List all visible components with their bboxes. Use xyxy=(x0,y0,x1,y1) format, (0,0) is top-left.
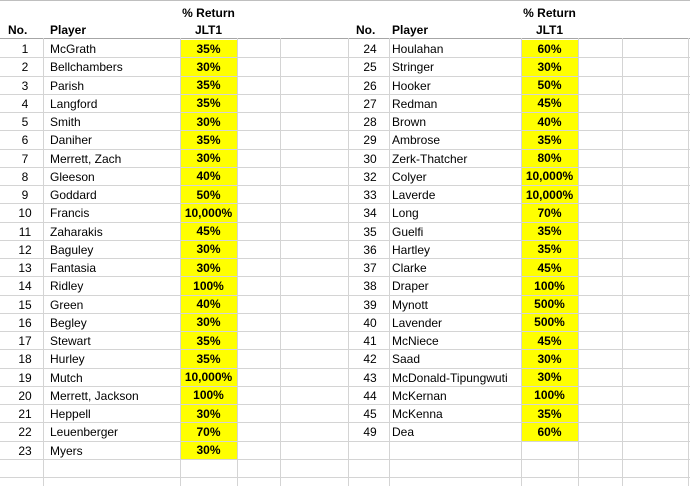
return-value-cell[interactable]: 35% xyxy=(521,240,578,259)
no-header-right[interactable]: No. xyxy=(356,23,376,37)
player-header-right[interactable]: Player xyxy=(392,23,429,37)
column-gridline xyxy=(389,38,390,486)
player-name-cell[interactable]: Stringer xyxy=(392,60,435,75)
return-value-cell[interactable]: 30% xyxy=(180,149,237,168)
return-value-cell[interactable]: 30% xyxy=(180,240,237,259)
player-name-cell[interactable]: Baguley xyxy=(50,242,94,257)
player-number-cell[interactable]: 19 xyxy=(18,370,32,385)
player-number-cell[interactable]: 6 xyxy=(21,133,29,148)
return-value-cell[interactable]: 100% xyxy=(521,386,578,405)
player-number-cell[interactable]: 17 xyxy=(18,334,32,348)
return-value-cell[interactable]: 100% xyxy=(180,386,237,405)
player-number-cell[interactable]: 22 xyxy=(18,425,32,440)
row-gridline xyxy=(0,57,690,58)
player-number-cell[interactable]: 36 xyxy=(363,242,377,257)
player-number-cell[interactable]: 3 xyxy=(21,78,29,93)
player-number-cell[interactable]: 5 xyxy=(21,115,29,129)
row-gridline xyxy=(0,130,690,131)
player-number-cell[interactable]: 32 xyxy=(363,169,377,184)
no-header-left[interactable]: No. xyxy=(8,23,28,37)
player-number-cell[interactable]: 42 xyxy=(363,352,377,367)
return-header-left[interactable]: % Return xyxy=(182,6,235,20)
return-value-cell[interactable]: 30% xyxy=(180,113,237,132)
player-name-cell[interactable]: Lavender xyxy=(392,315,443,330)
player-name-cell[interactable]: Gleeson xyxy=(50,169,95,184)
player-number-cell[interactable]: 49 xyxy=(363,425,377,440)
row-gridline xyxy=(0,331,690,332)
column-gridline xyxy=(578,38,579,486)
player-name-cell[interactable]: Ambrose xyxy=(392,133,441,148)
player-name-cell[interactable]: Houlahan xyxy=(392,42,444,56)
row-gridline xyxy=(0,76,690,77)
return-value-cell[interactable]: 50% xyxy=(521,76,578,95)
row-gridline xyxy=(0,149,690,150)
row-gridline xyxy=(0,295,690,296)
player-number-cell[interactable]: 23 xyxy=(18,443,32,458)
player-number-cell[interactable]: 34 xyxy=(363,206,377,221)
player-name-cell[interactable]: Begley xyxy=(50,315,87,330)
player-number-cell[interactable]: 11 xyxy=(18,224,32,239)
player-name-cell[interactable]: Merrett, Jackson xyxy=(50,388,139,403)
return-value-cell[interactable]: 35% xyxy=(180,131,237,150)
return-value-cell[interactable]: 500% xyxy=(521,295,578,314)
player-number-cell[interactable]: 12 xyxy=(18,242,32,257)
jlt-header-left[interactable]: JLT1 xyxy=(194,23,223,37)
player-name-cell[interactable]: Langford xyxy=(50,96,98,111)
player-number-cell[interactable]: 40 xyxy=(363,315,377,330)
player-name-cell[interactable]: Brown xyxy=(392,115,427,129)
player-number-cell[interactable]: 26 xyxy=(363,78,377,93)
player-number-cell[interactable]: 8 xyxy=(21,169,29,184)
return-value-cell[interactable]: 30% xyxy=(521,368,578,387)
row-gridline xyxy=(0,386,690,387)
player-name-cell[interactable]: Bellchambers xyxy=(50,60,123,75)
player-name-cell[interactable]: McNiece xyxy=(392,334,439,348)
column-gridline xyxy=(280,38,281,486)
player-number-cell[interactable]: 1 xyxy=(21,42,29,56)
return-value-cell[interactable]: 30% xyxy=(521,350,578,369)
player-name-cell[interactable]: Parish xyxy=(50,78,85,93)
return-value-cell[interactable]: 10,000% xyxy=(180,204,237,223)
return-value-cell[interactable]: 35% xyxy=(521,222,578,241)
player-number-cell[interactable]: 2 xyxy=(21,60,29,75)
return-value-cell[interactable]: 45% xyxy=(521,94,578,113)
return-value-cell[interactable]: 10,000% xyxy=(521,186,578,205)
column-gridline xyxy=(180,38,181,486)
player-number-cell[interactable]: 18 xyxy=(18,352,32,367)
jlt-header-right[interactable]: JLT1 xyxy=(535,23,564,37)
row-gridline xyxy=(0,240,690,241)
player-name-cell[interactable]: Saad xyxy=(392,352,421,367)
player-name-cell[interactable]: McKernan xyxy=(392,388,447,403)
player-name-cell[interactable]: Hartley xyxy=(392,242,431,257)
player-number-cell[interactable]: 35 xyxy=(363,224,377,239)
player-name-cell[interactable]: Leuenberger xyxy=(50,425,119,440)
return-value-cell[interactable]: 45% xyxy=(521,259,578,278)
row-gridline xyxy=(0,477,690,478)
column-gridline xyxy=(622,38,623,486)
row-gridline xyxy=(0,94,690,95)
player-header-left[interactable]: Player xyxy=(50,23,87,37)
return-value-cell[interactable]: 30% xyxy=(180,58,237,77)
row-gridline xyxy=(0,222,690,223)
player-name-cell[interactable]: Mynott xyxy=(392,297,429,312)
player-name-cell[interactable]: Green xyxy=(50,297,84,312)
return-value-cell[interactable]: 500% xyxy=(521,313,578,332)
row-gridline xyxy=(0,459,690,460)
return-value-cell[interactable]: 70% xyxy=(521,204,578,223)
return-value-cell[interactable]: 35% xyxy=(180,94,237,113)
row-gridline xyxy=(0,203,690,204)
player-name-cell[interactable]: McGrath xyxy=(50,42,97,56)
player-name-cell[interactable]: Hooker xyxy=(392,78,431,93)
column-gridline xyxy=(237,38,238,486)
player-number-cell[interactable]: 15 xyxy=(18,297,32,312)
return-value-cell[interactable]: 35% xyxy=(521,131,578,150)
return-value-cell[interactable]: 35% xyxy=(180,332,237,351)
player-name-cell[interactable]: Smith xyxy=(50,115,81,129)
player-number-cell[interactable]: 38 xyxy=(363,279,377,294)
player-number-cell[interactable]: 7 xyxy=(21,151,29,166)
return-value-cell[interactable]: 30% xyxy=(180,405,237,424)
row-gridline xyxy=(0,167,690,168)
player-number-cell[interactable]: 33 xyxy=(363,188,377,202)
player-number-cell[interactable]: 27 xyxy=(363,96,377,111)
row-gridline xyxy=(0,422,690,423)
sheet-top-border xyxy=(0,0,690,1)
return-value-cell[interactable]: 30% xyxy=(180,441,237,460)
return-value-cell[interactable]: 35% xyxy=(180,40,237,59)
return-value-cell[interactable]: 100% xyxy=(180,277,237,296)
player-name-cell[interactable]: Fantasia xyxy=(50,261,97,275)
player-number-cell[interactable]: 16 xyxy=(18,315,32,330)
player-number-cell[interactable]: 4 xyxy=(21,96,29,111)
return-value-cell[interactable]: 35% xyxy=(521,405,578,424)
player-number-cell[interactable]: 44 xyxy=(363,388,377,403)
player-name-cell[interactable]: Merrett, Zach xyxy=(50,151,122,166)
player-name-cell[interactable]: Daniher xyxy=(50,133,93,148)
column-gridline xyxy=(688,38,689,486)
player-name-cell[interactable]: Laverde xyxy=(392,188,436,202)
player-number-cell[interactable]: 9 xyxy=(21,188,29,202)
return-value-cell[interactable]: 35% xyxy=(180,76,237,95)
player-name-cell[interactable]: Goddard xyxy=(50,188,97,202)
player-name-cell[interactable]: McDonald-Tipungwuti xyxy=(392,370,508,385)
return-value-cell[interactable]: 40% xyxy=(521,113,578,132)
row-gridline xyxy=(0,441,690,442)
player-number-cell[interactable]: 28 xyxy=(363,115,377,129)
header-underline xyxy=(0,38,690,39)
player-number-cell[interactable]: 21 xyxy=(18,407,32,421)
player-name-cell[interactable]: Guelfi xyxy=(392,224,424,239)
row-gridline xyxy=(0,276,690,277)
player-name-cell[interactable]: Francis xyxy=(50,206,90,221)
player-number-cell[interactable]: 13 xyxy=(18,261,32,275)
row-gridline xyxy=(0,313,690,314)
return-value-cell[interactable]: 60% xyxy=(521,423,578,442)
column-gridline xyxy=(43,38,44,486)
row-gridline xyxy=(0,404,690,405)
player-number-cell[interactable]: 24 xyxy=(363,42,377,56)
row-gridline xyxy=(0,349,690,350)
return-value-cell[interactable]: 40% xyxy=(180,295,237,314)
player-number-cell[interactable]: 29 xyxy=(363,133,377,148)
return-value-cell[interactable]: 80% xyxy=(521,149,578,168)
row-gridline xyxy=(0,185,690,186)
player-name-cell[interactable]: Ridley xyxy=(50,279,84,294)
player-number-cell[interactable]: 25 xyxy=(363,60,377,75)
player-number-cell[interactable]: 39 xyxy=(363,297,377,312)
return-value-cell[interactable]: 100% xyxy=(521,277,578,296)
player-name-cell[interactable]: Colyer xyxy=(392,169,427,184)
player-name-cell[interactable]: Draper xyxy=(392,279,429,294)
player-name-cell[interactable]: Mutch xyxy=(50,370,83,385)
player-number-cell[interactable]: 41 xyxy=(363,334,377,348)
return-header-right[interactable]: % Return xyxy=(523,6,576,20)
player-number-cell[interactable]: 37 xyxy=(363,261,377,275)
player-name-cell[interactable]: Zerk-Thatcher xyxy=(392,151,468,166)
player-number-cell[interactable]: 45 xyxy=(363,407,377,421)
player-name-cell[interactable]: Myers xyxy=(50,443,83,458)
player-number-cell[interactable]: 30 xyxy=(363,151,377,166)
player-name-cell[interactable]: Long xyxy=(392,206,419,221)
return-value-cell[interactable]: 70% xyxy=(180,423,237,442)
return-value-cell[interactable]: 30% xyxy=(521,58,578,77)
return-value-cell[interactable]: 50% xyxy=(180,186,237,205)
player-name-cell[interactable]: Redman xyxy=(392,96,438,111)
return-value-cell[interactable]: 35% xyxy=(180,350,237,369)
return-value-cell[interactable]: 10,000% xyxy=(180,368,237,387)
player-name-cell[interactable]: Stewart xyxy=(50,334,91,348)
player-number-cell[interactable]: 14 xyxy=(18,279,32,294)
player-name-cell[interactable]: Hurley xyxy=(50,352,85,367)
player-name-cell[interactable]: Heppell xyxy=(50,407,91,421)
return-value-cell[interactable]: 30% xyxy=(180,259,237,278)
column-gridline xyxy=(348,38,349,486)
row-gridline xyxy=(0,258,690,259)
player-number-cell[interactable]: 43 xyxy=(363,370,377,385)
player-name-cell[interactable]: McKenna xyxy=(392,407,443,421)
row-gridline xyxy=(0,368,690,369)
player-name-cell[interactable]: Dea xyxy=(392,425,415,440)
player-name-cell[interactable]: Zaharakis xyxy=(50,224,103,239)
player-number-cell[interactable]: 10 xyxy=(18,206,32,221)
return-value-cell[interactable]: 40% xyxy=(180,167,237,186)
return-value-cell[interactable]: 45% xyxy=(180,222,237,241)
return-value-cell[interactable]: 10,000% xyxy=(521,167,578,186)
row-gridline xyxy=(0,112,690,113)
return-value-cell[interactable]: 30% xyxy=(180,313,237,332)
player-number-cell[interactable]: 20 xyxy=(18,388,32,403)
return-value-cell[interactable]: 45% xyxy=(521,332,578,351)
return-value-cell[interactable]: 60% xyxy=(521,40,578,59)
column-gridline xyxy=(521,38,522,486)
player-name-cell[interactable]: Clarke xyxy=(392,261,427,275)
